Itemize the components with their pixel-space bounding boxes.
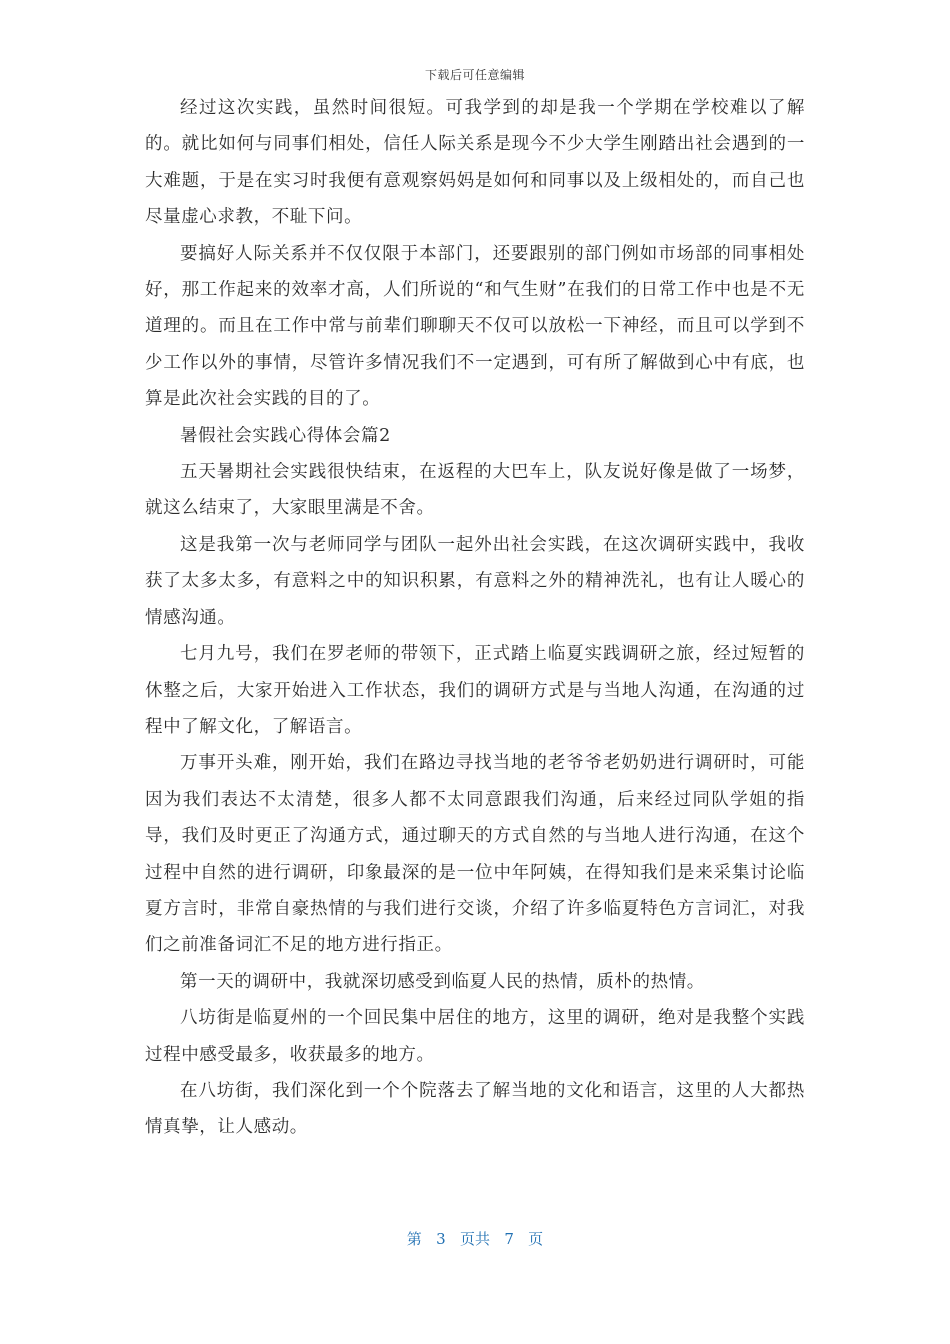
page-header: 下载后可任意编辑 [424, 68, 525, 82]
page-label-prefix: 第 [406, 1230, 422, 1248]
page-label-middle: 页共 [459, 1230, 490, 1248]
paragraph: 万事开头难，刚开始，我们在路边寻找当地的老爷爷老奶奶进行调研时，可能因为我们表达不太清楚，很多人都不太同意跟我们沟通，后来经过同队学姐的指导，我们及时更正了沟通方式，通过聊天的方式自然的与当地人进行沟通，在这个过程中自然的进行调研，印象最深的是一位中年阿姨，在得知我们是来采集讨论临夏方言时，非常自豪热情的与我们进行交谈，介绍了许多临夏特色方言词汇，对我们之前准备词汇不足的地方进行指正。 [145, 753, 805, 956]
paragraph: 这是我第一次与老师同学与团队一起外出社会实践，在这次调研实践中，我收获了太多太多，有意料之中的知识积累，有意料之外的精神洗礼，也有让人暖心的情感沟通。 [145, 534, 805, 628]
paragraph: 七月九号，我们在罗老师的带领下，正式踏上临夏实践调研之旅，经过短暂的休整之后，大家开始进入工作状态，我们的调研方式是与当地人沟通，在沟通的过程中了解文化，了解语言。 [145, 644, 805, 737]
paragraph: 经过这次实践，虽然时间很短。可我学到的却是我一个学期在学校难以了解的。就比如何与同事们相处，信任人际关系是现今不少大学生刚踏出社会遇到的一大难题，于是在实习时我便有意观察妈妈是如何和同事以及上级相处的，而自己也尽量虚心求教，不耻下问。 [145, 98, 805, 228]
section-heading: 暑假社会实践心得体会篇2 [180, 425, 391, 446]
page-label-suffix: 页 [528, 1230, 544, 1248]
paragraph: 五天暑期社会实践很快结束，在返程的大巴车上，队友说好像是做了一场梦，就这么结束了，大家眼里满是不舍。 [145, 462, 805, 519]
total-pages-number: 7 [504, 1230, 514, 1248]
paragraph: 要搞好人际关系并不仅仅限于本部门，还要跟别的部门例如市场部的同事相处好，那工作起来的效率才高，人们所说的“和气生财”在我们的日常工作中也是不无道理的。而且在工作中常与前辈们聊聊天不仅可以放松一下神经，而且可以学到不少工作以外的事情，尽管许多情况我们不一定遇到，可有所了解做到心中有底，也算是此次社会实践的目的了。 [145, 243, 805, 410]
paragraph: 在八坊街，我们深化到一个个院落去了解当地的文化和语言，这里的人大都热情真挚，让人感动。 [145, 1080, 805, 1138]
current-page-number: 3 [436, 1230, 446, 1248]
page-footer [0, 1228, 950, 1249]
paragraph: 八坊街是临夏州的一个回民集中居住的地方，这里的调研，绝对是我整个实践过程中感受最多，收获最多的地方。 [145, 1008, 805, 1065]
document-body [145, 90, 805, 1146]
paragraph: 第一天的调研中，我就深切感受到临夏人民的热情，质朴的热情。 [180, 971, 705, 992]
